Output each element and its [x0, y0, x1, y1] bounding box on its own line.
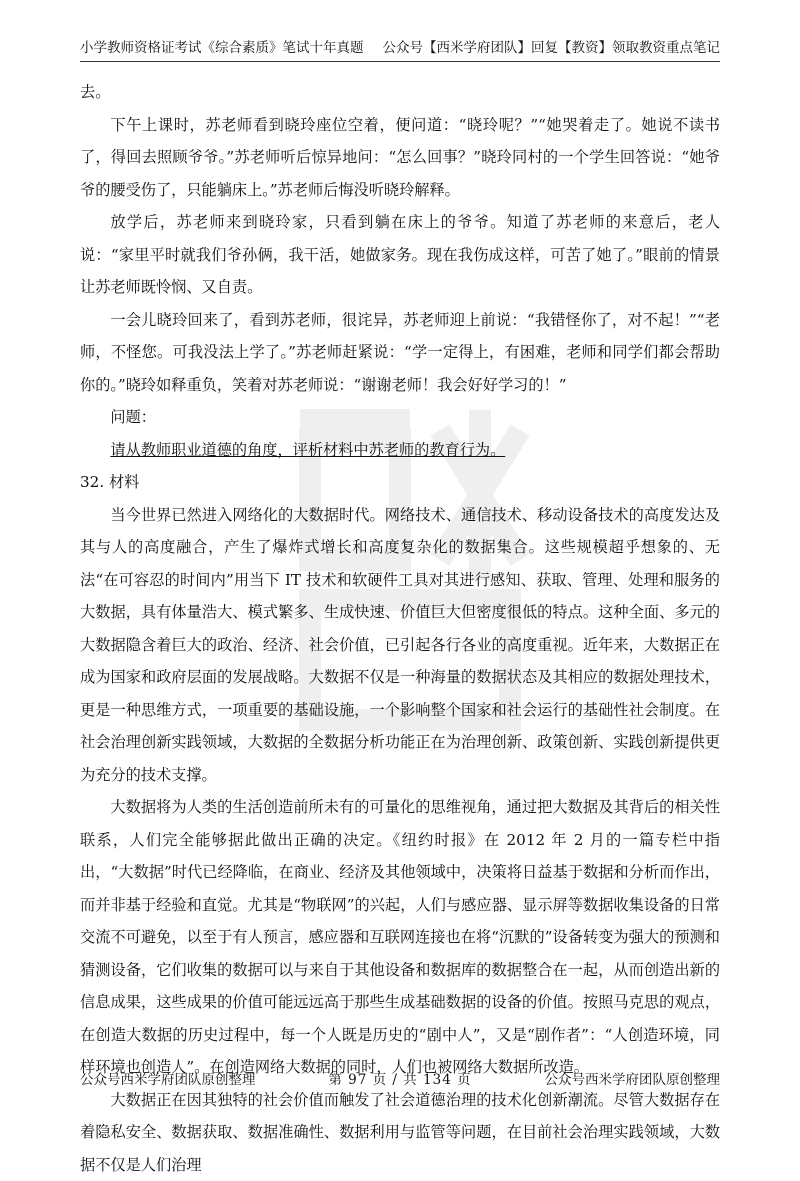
footer-right: 公众号西米学府团队原创整理 [545, 1070, 721, 1090]
footer-left: 公众号西米学府团队原创整理 [80, 1070, 256, 1090]
question-text: 请从教师职业道德的角度，评析材料中苏老师的教育行为。 [110, 441, 505, 459]
paragraph-return: 一会儿晓玲回来了，看到苏老师，很诧异，苏老师迎上前说：“我错怪你了，对不起！”“老师，不怪您。可我没法上学了。”苏老师赶紧说：“学一定得上，有困难，老师和同学们都会帮助你的。”晓玲如释重负，笑着对苏老师说：“谢谢老师！我会好好学习的！” [80, 304, 720, 402]
paragraph-quantified-view: 大数据将为人类的生活创造前所未有的可量化的思维视角，通过把大数据及其背后的相关性联系，人们完全能够据此做出正确的决定。《纽约时报》在 2012 年 2 月的一篇专栏中指出，“大数据”时代已经降临，在商业、经济及其他领域中，决策将日益基于数据和分析而作出，而并非基于经验和直觉。尤其是“物联网”的兴起，人们与感应器、显示屏等数据收集设备的日常交流不可避免，以至于有人预言，感应器和互联网连接也在将“沉默的”设备转变为强大的预测和猜测设备，它们收集的数据可以与来自于其他设备和数据库的数据整合在一起，从而创造出新的信息成果，这些成果的价值可能远远高于那些生成基础数据的设备的价值。按照马克思的观点，在创造大数据的历史过程中，每一个人既是历史的“剧中人”，又是“剧作者”：“人创造环境，同样环境也创造人”。在创造网络大数据的同时，人们也被网络大数据所改造。 [80, 791, 720, 1084]
page-number: 第 97 页 / 共 134 页 [328, 1070, 471, 1090]
question-text-row [80, 434, 720, 467]
page-header [80, 38, 720, 62]
paragraph-big-data-era: 当今世界已然进入网络化的大数据时代。网络技术、通信技术、移动设备技术的高度发达及其与人的高度融合，产生了爆炸式增长和高度复杂化的数据集合。这些规模超乎想象的、无法“在可容忍的时间内”用当下 IT 技术和软硬件工具对其进行感知、获取、管理、处理和服务的大数据，具有体量浩大、模式繁多、生成快速、价值巨大但密度很低的特点。这种全面、多元的大数据隐含着巨大的政治、经济、社会价值，已引起各行各业的高度重视。近年来，大数据正在成为国家和政府层面的发展战略。大数据不仅是一种海量的数据状态及其相应的数据处理技术，更是一种思维方式，一项重要的基础设施，一个影响整个国家和社会运行的基础性社会制度。在社会治理创新实践领域，大数据的全数据分析功能正在为治理创新、政策创新、实践创新提供更为充分的技术支撑。 [80, 499, 720, 792]
paragraph-afternoon: 下午上课时，苏老师看到晓玲座位空着，便问道：“晓玲呢？”“她哭着走了。她说不读书了，得回去照顾爷爷。”苏老师听后惊异地问：“怎么回事？”晓玲同村的一个学生回答说：“她爷爷的腰受伤了，只能躺床上。”苏老师后悔没听晓玲解释。 [80, 109, 720, 207]
paragraph-continuation: 去。 [80, 76, 720, 109]
header-promo: 公众号【西米学府团队】回复【教资】领取教资重点笔记 [383, 38, 721, 58]
document-body [80, 76, 720, 1181]
paragraph-after-school: 放学后，苏老师来到晓玲家，只看到躺在床上的爷爷。知道了苏老师的来意后，老人说：“家里平时就我们爷孙俩，我干活，她做家务。现在我伤成这样，可苦了她了。”眼前的情景让苏老师既怜悯、又自责。 [80, 206, 720, 304]
page-footer [80, 1070, 720, 1090]
paragraph-moral-governance: 大数据正在因其独特的社会价值而触发了社会道德治理的技术化创新潮流。尽管大数据存在着隐私安全、数据获取、数据准确性、数据利用与监管等问题，在目前社会治理实践领域，大数据不仅是人们治理 [80, 1084, 720, 1181]
question-label: 问题： [80, 401, 720, 434]
question-32-heading: 32. 材料 [80, 466, 720, 499]
header-title: 小学教师资格证考试《综合素质》笔试十年真题 [80, 38, 364, 58]
